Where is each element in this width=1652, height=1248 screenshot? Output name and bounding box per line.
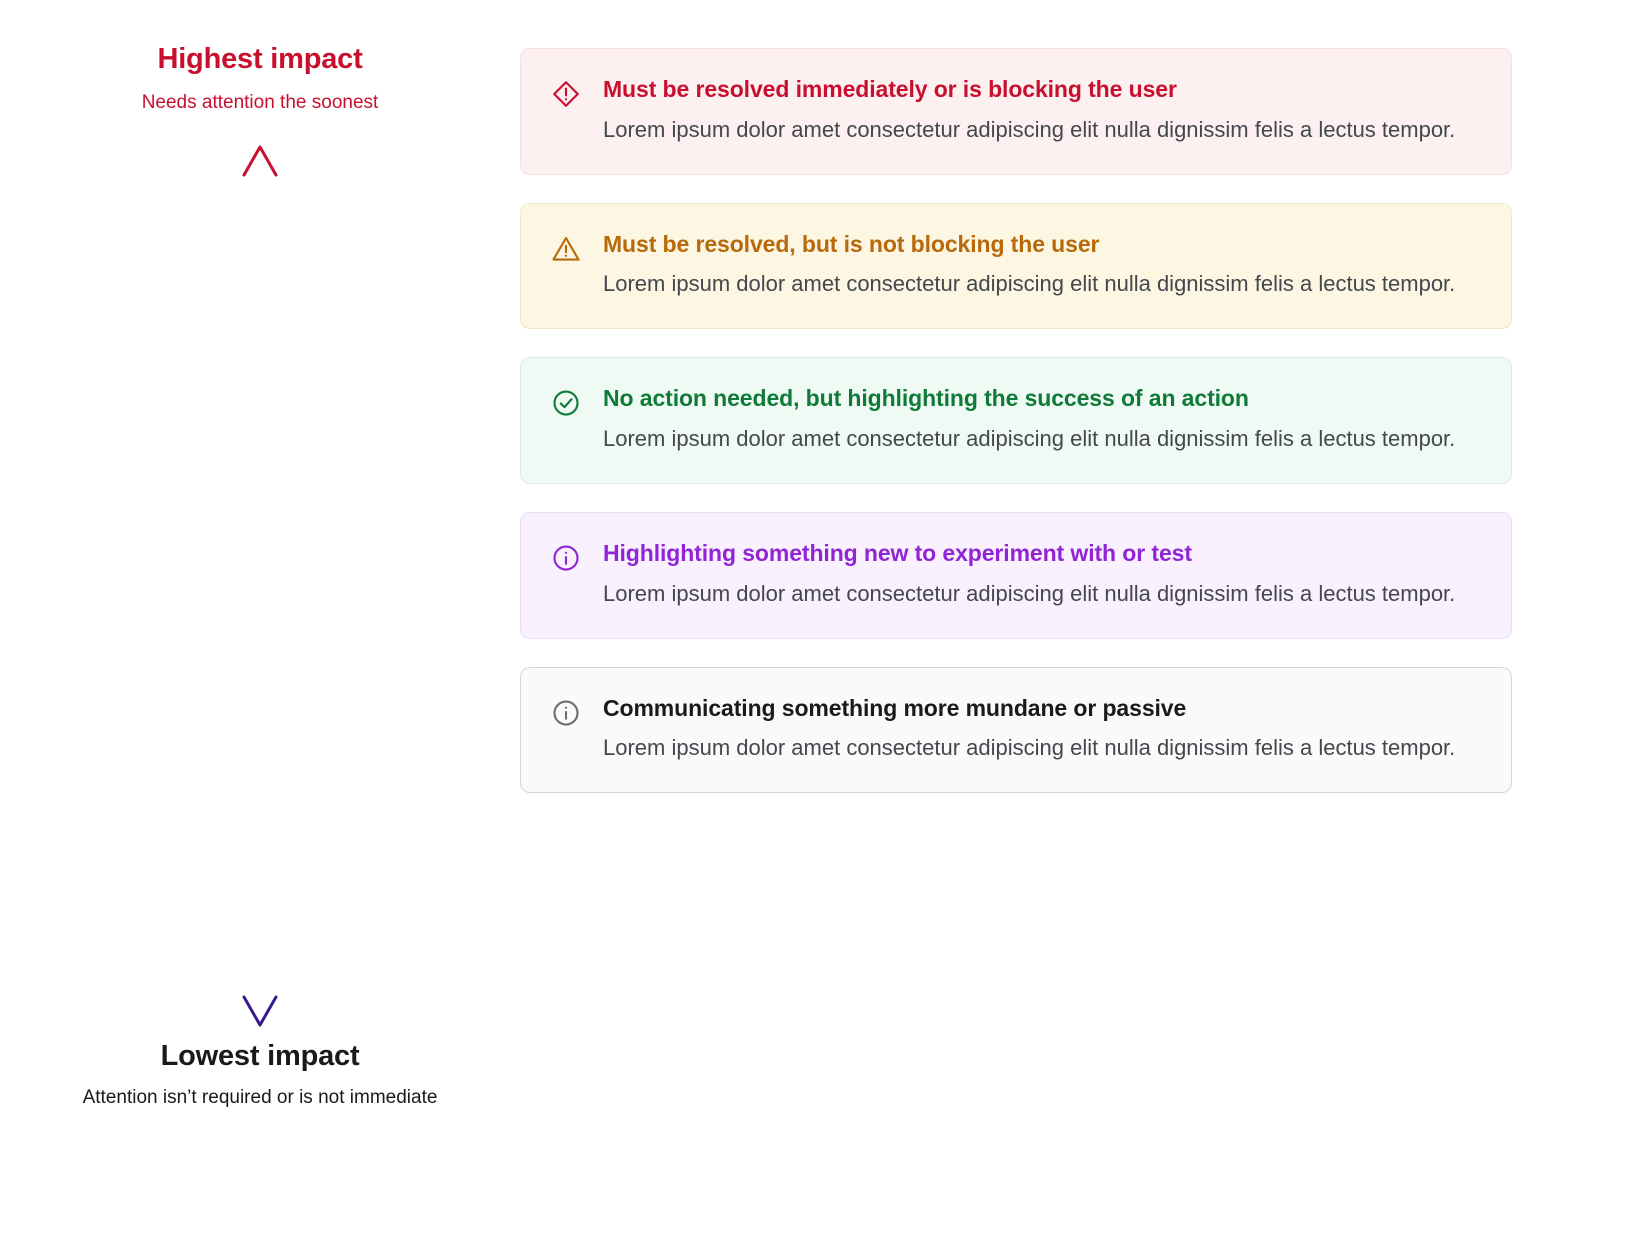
message-card-body — [603, 230, 1481, 301]
message-card-title: Communicating something more mundane or passive — [603, 694, 1187, 721]
message-cards-list — [520, 0, 1652, 1248]
message-card-description: Lorem ipsum dolor amet consectetur adipiscing elit nulla dignissim felis a lectus tempor. — [603, 735, 1456, 761]
impact-scale-column — [0, 0, 520, 1248]
message-card-warning — [520, 203, 1512, 330]
error-diamond-icon — [551, 79, 581, 109]
message-card-body — [603, 539, 1481, 610]
message-card-description: Lorem ipsum dolor amet consectetur adipiscing elit nulla dignissim felis a lectus tempor. — [603, 271, 1456, 297]
message-card-title: Must be resolved, but is not blocking the user — [603, 230, 1100, 257]
info-circle-icon — [551, 543, 581, 573]
message-card-info — [520, 512, 1512, 639]
message-card-critical — [520, 48, 1512, 175]
warning-triangle-icon — [551, 234, 581, 264]
impact-gradient-arrow — [230, 141, 290, 1031]
message-card-description: Lorem ipsum dolor amet consectetur adipiscing elit nulla dignissim felis a lectus tempor. — [603, 580, 1456, 606]
message-card-success — [520, 357, 1512, 484]
message-card-body — [603, 694, 1481, 765]
highest-impact-label-group — [0, 44, 520, 115]
message-card-description: Lorem ipsum dolor amet consectetur adipiscing elit nulla dignissim felis a lectus tempor. — [603, 116, 1456, 142]
message-card-description: Lorem ipsum dolor amet consectetur adipiscing elit nulla dignissim felis a lectus tempor. — [603, 426, 1456, 452]
info-circle-icon — [551, 698, 581, 728]
message-card-body — [603, 75, 1481, 146]
lowest-impact-subtitle: Attention isn’t required or is not immediate — [82, 1086, 438, 1108]
message-card-title: Must be resolved immediately or is blocking the user — [603, 76, 1177, 102]
check-circle-icon — [551, 388, 581, 418]
message-card-neutral — [520, 667, 1512, 794]
message-card-title: No action needed, but highlighting the success of an action — [603, 385, 1249, 412]
message-card-body — [603, 384, 1481, 455]
lowest-impact-title: Lowest impact — [160, 1039, 360, 1072]
highest-impact-title: Highest impact — [157, 43, 363, 75]
highest-impact-subtitle: Needs attention the soonest — [141, 91, 379, 113]
message-card-title: Highlighting something new to experiment with or test — [603, 539, 1192, 566]
lowest-impact-label-group — [0, 1041, 520, 1110]
